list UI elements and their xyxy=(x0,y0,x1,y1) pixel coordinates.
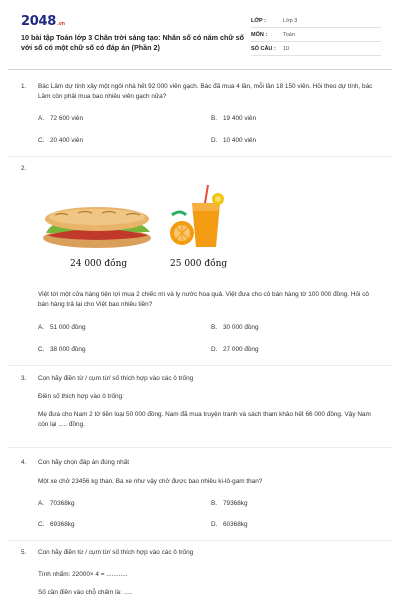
question-5 xyxy=(21,548,381,558)
option-letter: C. xyxy=(38,137,45,144)
header-divider xyxy=(8,69,392,70)
meta-row-grade xyxy=(251,14,381,28)
meta-key: MÔN : xyxy=(251,31,268,38)
question-text: Bác Lâm dự tính xây một ngôi nhà hết 92 000 viên gạch. Bác đã mua 4 lần, mỗi lần 18 150 viên. Hỏi theo dự tính, bác Lâm còn phải mua bao nhiêu viên gạch nữa? xyxy=(38,83,373,100)
logo-text: 2048 xyxy=(21,14,56,29)
option-text: 10 400 viên xyxy=(223,137,257,144)
site-logo[interactable] xyxy=(21,14,65,29)
option-c[interactable] xyxy=(38,137,83,144)
option-text: 51 000 đồng xyxy=(50,324,86,331)
question-5-calc xyxy=(21,570,381,580)
worksheet-header xyxy=(0,0,400,70)
option-letter: A. xyxy=(38,324,45,331)
option-letter: B. xyxy=(211,115,218,122)
price-sandwich: 24 000 đồng xyxy=(70,259,128,269)
question-text: Việt tới một cửa hàng tiện lợi mua 2 chiếc mì và ly nước hoa quả. Việt đưa cho cô bán hàng tờ 100 000 đồng. Hỏi cô bán hàng trả lại cho Việt bao nhiêu tiền? xyxy=(38,291,369,308)
question-number: 3. xyxy=(21,375,27,382)
question-instruction: Con hãy điền từ / cụm từ/ số thích hợp vào các ô trống xyxy=(38,375,194,382)
option-letter: C. xyxy=(38,346,45,353)
option-letter: B. xyxy=(211,500,218,507)
meta-key: SỐ CÂU : xyxy=(251,45,276,52)
meta-value: 10 xyxy=(283,45,290,52)
question-separator xyxy=(8,540,392,541)
question-4 xyxy=(21,458,381,468)
juice-image xyxy=(168,185,228,255)
option-text: 60368kg xyxy=(223,521,248,528)
question-2-text xyxy=(21,290,381,310)
question-text: Mẹ đưa cho Nam 2 tờ tiền loại 50 000 đồng. Nam đã mua truyện tranh và sách tham khảo hết 66 000 đồng. Vậy Nam còn lại ..... đồng. xyxy=(38,411,371,428)
option-c[interactable] xyxy=(38,521,75,528)
option-text: 72 600 viên xyxy=(50,115,84,122)
question-instruction: Con hãy chọn đáp án đúng nhất xyxy=(38,459,129,466)
option-a[interactable] xyxy=(38,500,75,507)
worksheet-title: 10 bài tập Toán lớp 3 Chân trời sáng tạo: Nhân số có năm chữ số với số có một chữ số có đáp án (Phần 2) xyxy=(21,33,244,52)
meta-value: Toán xyxy=(283,31,295,38)
question-1 xyxy=(21,82,381,112)
question-separator xyxy=(8,156,392,157)
option-text: 20 400 viên xyxy=(50,137,84,144)
logo-suffix: .vn xyxy=(56,21,65,27)
option-a[interactable] xyxy=(38,324,86,331)
price-juice: 25 000 đồng xyxy=(170,259,228,269)
question-separator xyxy=(8,447,392,448)
question-5-fill xyxy=(21,588,381,598)
option-b[interactable] xyxy=(211,500,248,507)
worksheet-meta xyxy=(251,14,381,56)
option-d[interactable] xyxy=(211,346,259,353)
option-letter: D. xyxy=(211,521,218,528)
question-fill-text[interactable]: Số cần điền vào chỗ chấm là: ..... xyxy=(38,589,133,596)
question-separator xyxy=(8,365,392,366)
question-number: 5. xyxy=(21,549,27,556)
option-a[interactable] xyxy=(38,115,83,122)
question-instruction: Con hãy điền từ / cụm từ/ số thích hợp vào các ô trống xyxy=(38,549,194,556)
option-text: 38 000 đồng xyxy=(50,346,86,353)
sandwich-image xyxy=(40,205,155,250)
option-b[interactable] xyxy=(211,115,256,122)
question-2 xyxy=(21,164,381,174)
question-text[interactable]: Tính nhẩm: 22000× 4 = ............ xyxy=(38,571,128,578)
question-number: 4. xyxy=(21,459,27,466)
option-d[interactable] xyxy=(211,521,248,528)
option-letter: A. xyxy=(38,115,45,122)
option-d[interactable] xyxy=(211,137,256,144)
option-text: 79368kg xyxy=(223,500,248,507)
option-b[interactable] xyxy=(211,324,259,331)
option-c[interactable] xyxy=(38,346,86,353)
question-4-body xyxy=(21,477,381,487)
option-text: 19 400 viên xyxy=(223,115,257,122)
option-letter: D. xyxy=(211,137,218,144)
option-letter: B. xyxy=(211,324,218,331)
question-3-body xyxy=(21,410,381,430)
option-text: 27 000 đồng xyxy=(223,346,259,353)
meta-row-count xyxy=(251,42,381,56)
option-text: 69368kg xyxy=(50,521,75,528)
question-number: 1. xyxy=(21,83,27,90)
question-3-sub xyxy=(21,392,381,402)
meta-value: Lớp 3 xyxy=(283,17,298,24)
option-letter: C. xyxy=(38,521,45,528)
meta-key: LỚP : xyxy=(251,17,266,24)
question-3 xyxy=(21,374,381,384)
option-text: 30 000 đồng xyxy=(223,324,259,331)
question-subtext: Điền số thích hợp vào ô trống: xyxy=(38,393,124,400)
question-number: 2. xyxy=(21,165,27,172)
meta-row-subject xyxy=(251,28,381,42)
option-letter: D. xyxy=(211,346,218,353)
question-text: Một xe chở 23456 kg than. Ba xe như vậy chở được bao nhiêu ki-lô-gam than? xyxy=(38,478,263,485)
option-text: 70368kg xyxy=(50,500,75,507)
option-letter: A. xyxy=(38,500,45,507)
